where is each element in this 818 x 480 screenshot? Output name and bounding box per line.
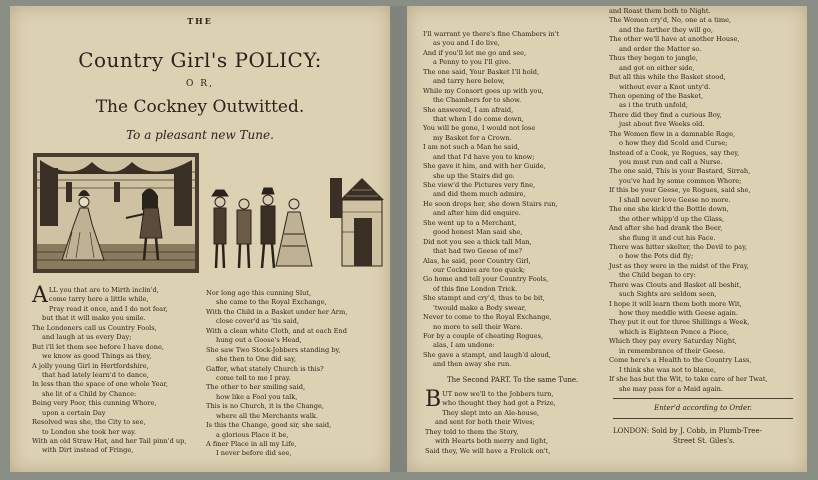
verse-line: If she has but the Wit, to take care of her Twat,: [609, 375, 768, 384]
verse-line: Alas, he said, poor Country Girl,: [423, 256, 531, 265]
verse-line: the Chambers for to show.: [433, 96, 522, 105]
verse-line: The Londoners call us Country Fools,: [32, 323, 157, 332]
verse-line: I never before did see,: [216, 449, 292, 458]
verse-line: with Hearts both merry and light,: [435, 437, 548, 446]
verse-line: come tell to me I pray.: [216, 373, 291, 382]
verse-line: A jolly young Girl in Hertfordshire,: [32, 361, 149, 370]
imprint: [613, 426, 799, 446]
verse-line: without ever a Knot unty'd.: [619, 82, 711, 91]
verse-line: There was Clouts and Basket all beshit,: [609, 280, 742, 289]
verse-line: The Women cry'd, No, one at a time,: [609, 16, 732, 25]
verse-line: UT now we'll to the Jobbers turn,: [442, 390, 554, 398]
verse-line: alas, I am undone:: [433, 341, 495, 350]
verse-line: Which they pay every Saturday Night,: [609, 337, 737, 346]
verse-line: And if you'll let me go and see,: [423, 48, 527, 57]
verse-line: and did them much admire,: [433, 190, 526, 199]
verse-line: and the farther they will go,: [619, 25, 713, 34]
verse-line: Said they, We will have a Frolick on't,: [425, 446, 551, 455]
verse-line: The other we'll have at another House,: [609, 35, 740, 44]
right-page: [407, 6, 807, 472]
woodcut-house-illustration: [330, 172, 388, 274]
verse-line: Then opening of the Basket,: [609, 91, 704, 100]
verse-line: But all this while the Basket stood,: [609, 73, 726, 82]
verse-line: There did they find a curious Boy,: [609, 110, 722, 119]
verse-line: the Child began to cry:: [619, 271, 696, 280]
ballad-title: Country Girl's POLICY:: [78, 48, 322, 72]
verse-line: You will be gone, I would not lose: [423, 124, 536, 133]
verse-line: who thought they had got a Prize,: [442, 399, 556, 408]
verse-line: She gave it him, and with her Guide,: [423, 162, 546, 171]
verse-line: and order the Matter so.: [619, 44, 702, 53]
verse-line: and after him did enquire.: [433, 209, 521, 218]
verse-line: to London she took her way.: [42, 427, 137, 436]
verse-line: She saw Two Stock-Jobbers standing by,: [206, 345, 341, 354]
verse-line: If this be your Geese, ye Rogues, said she,: [609, 186, 751, 195]
verse-line: And after she had drank the Beer,: [609, 224, 723, 233]
verse-line: our Cocknies are too quick;: [433, 265, 526, 274]
verse-line: she lit of a Child by Chance:: [42, 389, 137, 398]
verse-line: and Roast them both to Night.: [609, 7, 711, 15]
verse-line: good honest Man said she,: [433, 228, 523, 237]
verse-line: come tarry here a little while,: [48, 295, 149, 304]
title-or: O R,: [186, 79, 214, 89]
imprint-line: LONDON: Sold by J. Cobb, in Plumb-Tree-: [613, 427, 762, 435]
left-page: [10, 6, 390, 472]
verse-line: I hope it will learn them both more Wit,: [609, 299, 742, 308]
verse-line: Pray read it once, and I do not fear,: [48, 304, 168, 313]
verse-line: The one said, Your Basket I'll hold,: [423, 67, 540, 76]
verse-line: While my Consort goes up with you,: [423, 86, 544, 95]
verse-line: He soon drops her, she down Stairs run,: [423, 199, 558, 208]
verse-line: no more to sell their Ware.: [433, 322, 523, 331]
ballad-subtitle: The Cockney Outwitted.: [95, 97, 305, 117]
verse-line: She answered, I am afraid,: [423, 105, 514, 114]
verse-line: she then to One did say,: [216, 355, 297, 364]
verse-line: This is no Church, it is the Change,: [206, 402, 324, 411]
divider-rule: [613, 418, 793, 419]
verse-line: Just as they were in the midst of the Fray,: [609, 261, 749, 270]
second-part-heading: The Second PART. To the same Tune.: [447, 376, 579, 384]
verse-line: o how the Pots did fly;: [619, 252, 694, 261]
verse-line: They put it out for three Shillings a Week,: [609, 318, 750, 327]
verse-line: and sent for both their Wives;: [435, 418, 535, 427]
verse-line: and that I'd have you to know;: [433, 152, 535, 161]
verse-line: Instead of a Cook, ye Rogues, say they,: [609, 148, 740, 157]
verse-line: She gave a stampt, and laugh'd aloud,: [423, 350, 551, 359]
verse-line: hung out a Goose's Head,: [216, 336, 302, 345]
verse-line: The Women flew in a damnable Rage,: [609, 129, 736, 138]
verse-line: Come here's a Health to the Country Lass,: [609, 356, 752, 365]
poem-column-3: [423, 30, 559, 370]
verse-line: Nor long ago this cunning Slut,: [206, 289, 312, 297]
verse-line: you must run and call a Nurse.: [619, 158, 723, 166]
tune-line: To a pleasant new Tune.: [126, 128, 274, 142]
verse-line: and tarry here below,: [433, 77, 505, 86]
verse-line: upon a certain Day: [42, 408, 106, 417]
verse-line: I am not such a Man he said,: [423, 143, 520, 152]
woodcut-couple-illustration: [32, 152, 200, 274]
verse-line: With an old Straw Hat, and her Tail pinn'd up,: [32, 437, 187, 445]
verse-line: we know as good Things as they,: [42, 352, 152, 361]
verse-line: I'll warrant ye there's fine Chambers in't: [423, 30, 560, 38]
verse-line: The one she kick'd the Bottle down,: [609, 205, 729, 214]
verse-line: With the Child in a Basket under her Arm,: [206, 307, 348, 316]
verse-line: The other to her smiling said,: [206, 383, 306, 392]
verse-line: Did not you see a thick tall Man,: [423, 237, 532, 246]
verse-line: of this fine London Trick.: [433, 284, 518, 293]
verse-line: such Sights are seldom seen,: [619, 290, 717, 299]
verse-line: as you and I do live,: [433, 39, 500, 48]
verse-line: Go home and tell your Country Fools,: [423, 275, 549, 284]
verse-line: She went up to a Merchant,: [423, 218, 517, 227]
verse-line: and then away she run.: [433, 360, 512, 369]
verse-line: the other whipp'd up the Glass,: [619, 214, 725, 223]
verse-line: where all the Merchants walk.: [216, 411, 318, 420]
verse-line: In less than the space of one whole Year,: [32, 380, 168, 389]
verse-line: She stampt and cry'd, thus to be bit,: [423, 294, 545, 303]
verse-line: and laugh at us every Day;: [42, 333, 132, 342]
poem-column-1: [32, 283, 187, 456]
verse-line: LL you that are to Mirth inclin'd,: [48, 286, 159, 294]
verse-line: how they meddle with Geese again.: [619, 309, 739, 317]
verse-line: in remembrance of their Geese.: [619, 346, 726, 355]
verse-line: Being very Poor, this cunning Whore,: [32, 399, 157, 408]
verse-line: you've had by some common Whore;: [619, 176, 742, 185]
verse-line: I think she was not to blame,: [619, 365, 716, 374]
verse-line: With a clean white Cloth, and at each End: [206, 326, 347, 335]
verse-line: how like a Fool you talk,: [216, 392, 298, 401]
dropcap-b: B: [425, 387, 442, 412]
verse-line: There was hitter skelter, the Devil to pay,: [609, 242, 748, 251]
verse-line: my Basket for a Crown.: [433, 133, 512, 142]
verse-line: that had two Geese of me?: [433, 247, 523, 256]
verse-line: Is this the Change, good sir, she said,: [206, 421, 332, 430]
verse-line: A finer Place in all my Life,: [206, 440, 297, 448]
verse-line: o how they did Scold and Curse;: [619, 139, 728, 148]
imprint-line: Street St. Giles's.: [673, 437, 735, 445]
verse-line: she may pass for a Maid again.: [619, 384, 723, 393]
verse-line: but that it will make you smile.: [42, 314, 146, 323]
verse-line: as i the truth unfold,: [619, 101, 688, 110]
entered-notice: Enter'd according to Order.: [654, 404, 752, 412]
verse-line: a glorious Place it be,: [216, 430, 289, 439]
verse-line: But i'll let them see before I have done,: [32, 342, 164, 351]
verse-line: she up the Stairs did go.: [433, 171, 515, 180]
verse-line: The one said, This is your Bastard, Sirrah,: [609, 167, 751, 176]
verse-line: close cover'd as 'tis said,: [216, 317, 299, 326]
verse-line: I shall never love Geese no more.: [619, 195, 731, 204]
verse-line: she flung it and cut his Face.: [619, 233, 716, 242]
woodcut-group-illustration: [204, 174, 324, 274]
poem-column-2: [206, 289, 347, 459]
page-gutter: [390, 6, 407, 472]
poem-column-3-second-part: [425, 387, 556, 456]
verse-line: which is Eighteen Pence a Piece,: [619, 327, 729, 336]
verse-line: she came to the Royal Exchange,: [216, 298, 327, 307]
verse-line: just about five Weeks old.: [619, 120, 705, 129]
title-the: THE: [187, 16, 213, 26]
verse-line: a Penny to you I'll give.: [433, 58, 511, 67]
dropcap-a: A: [32, 283, 48, 308]
verse-line: Thus they began to jangle,: [609, 54, 698, 63]
verse-line: For by a couple of cheating Rogues,: [423, 332, 544, 340]
verse-line: Gaffer, what stately Church is this?: [206, 364, 324, 373]
verse-line: that when I do come down,: [433, 114, 524, 123]
verse-line: with Dirt instead of Fringe,: [42, 446, 134, 455]
verse-line: They told to them the Story,: [425, 427, 519, 436]
verse-line: She view'd the Pictures very fine,: [423, 181, 536, 189]
poem-column-4: [609, 7, 768, 394]
verse-line: and got on either side,: [619, 63, 695, 72]
divider-rule: [613, 398, 793, 399]
verse-line: Resolved was she, the City to see,: [32, 418, 146, 427]
verse-line: They slept into an Ale-house,: [442, 408, 540, 417]
verse-line: Never to come to the Royal Exchange,: [423, 313, 552, 322]
verse-line: that had lately learn'd to dance,: [42, 370, 149, 379]
verse-line: 'twould make a Body swear,: [433, 303, 527, 312]
